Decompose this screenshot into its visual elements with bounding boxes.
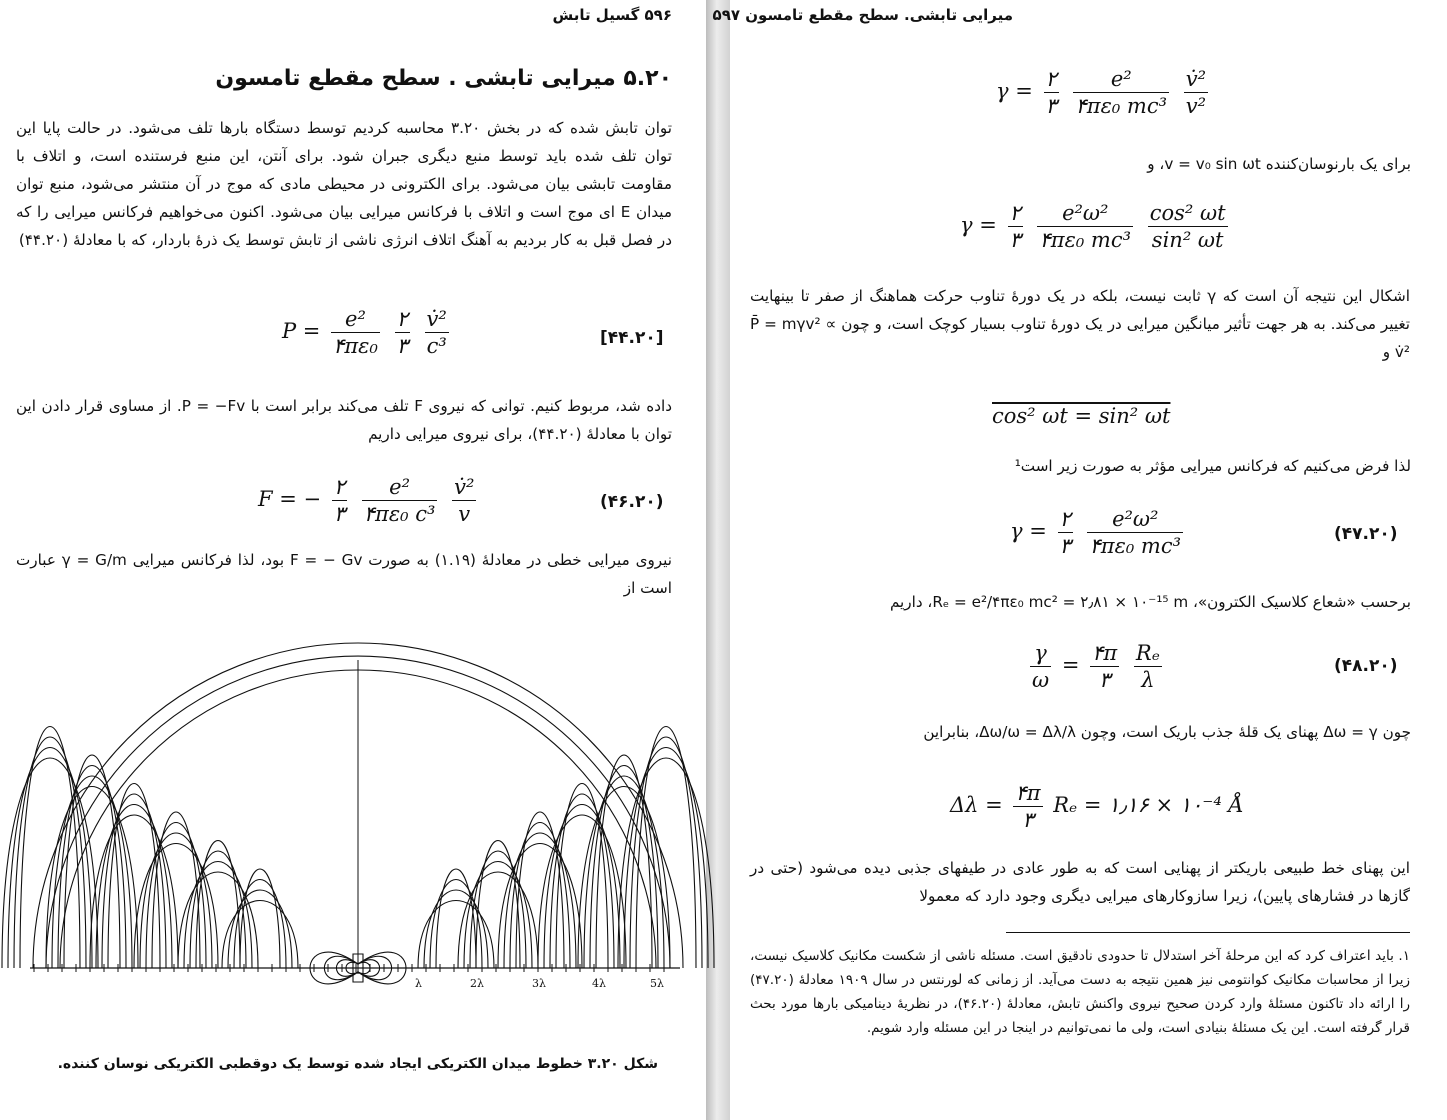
equation-46-number: (۴۶.۲۰) <box>600 492 664 512</box>
equation-gamma-2: γ = $\frac{۲}{۳}$ $\frac{\text{e²ω²}}{\text{۴πε₀ mc³}}$ $\frac{\text{cos² ωt}}{\text{sin² ωt}}$ <box>960 201 1226 252</box>
axis-label-1: λ <box>415 977 422 990</box>
field-lobe <box>516 812 564 968</box>
field-lobe <box>222 901 298 969</box>
section-title: ۵.۲۰ میرایی تابشی . سطح مقطع تامسون <box>215 66 672 91</box>
figure-caption: شکل ۳.۲۰ خطوط میدان الکتریکی ایجاد شده توسط یک دوقطبی الکتریکی نوسان کننده. <box>57 1056 658 1072</box>
field-lobe <box>630 737 702 968</box>
footnote: ۱. باید اعتراف کرد که این مرحلهٔ آخر استدلال تا حدودی نادقیق است. مسئله ناشی از شکست مکانیک کلاسیک نیست، زیرا از محاسبات مکانیک کوانتومی نیز همین نتیجه به دست می‌آید. از زمانی که لورنتس در سال ۱۹۰۹ معادلهٔ (۴۷.۲۰) را ارائه داد تاکنون مسئلهٔ وارد کردن صحیح نیروی واکنش تابش، معادلهٔ (۴۶.۲۰)، در نظریهٔ دینامیکی بارها مورد بحث قرار گرفته است. این یک مسئلهٔ بنیادی است، ولی ما نمی‌توانیم در اینجا در این مسئله وارد شویم. <box>750 948 1411 1036</box>
equation-47: γ = $\frac{۲}{۳}$ $\frac{\text{e²ω²}}{\text{۴πε₀ mc³}}$ <box>1010 507 1182 558</box>
page-gutter <box>706 0 730 1120</box>
field-lobe <box>550 794 614 968</box>
equation-delta-lambda: Δλ = $\frac{۴\pi}{۳}$ Rₑ = ۱٫۱۶ × ۱۰⁻⁴ Å <box>950 781 1244 832</box>
electron-radius-line: برحسب «شعاع کلاسیک الکترون»، Rₑ = e²/۴πε₀ mc² = ۲٫۸۱ × ۱۰⁻¹⁵ m، داریم <box>889 593 1411 611</box>
axis-label-5: 5λ <box>650 977 664 990</box>
field-lobe <box>14 737 86 968</box>
equation-48-number: (۴۸.۲۰) <box>1334 656 1398 676</box>
equation-47-number: (۴۷.۲۰) <box>1334 524 1398 544</box>
field-lobe <box>636 727 696 969</box>
equation-46: F = − $\frac{۲}{۳}$ $\frac{\text{e²}}{\text{۴πε₀ c³}}$ $\frac{\text{v̇²}}{v}$ <box>258 475 475 526</box>
field-lobe <box>510 823 570 969</box>
equation-44: P = $\frac{\text{e²}}{\text{۴πε₀}}$ $\frac{۲}{۳}$ $\frac{\text{v̇²}}{\text{c³}}$ <box>282 307 447 358</box>
paragraph-1: توان تابش شده که در بخش ۳.۲۰ محاسبه کردیم توسط دستگاه بارها تلف می‌شود. در حالت پایا این توان تلف شده باید توسط منبع دیگری جبران شود. برای آنتن، این منبع فرستنده است، و اتلاف با مقاومت تابشی بیان می‌شود. برای الکترونی در محیطی مادی که موج در آن منتشر می‌شود، منبع توان میدان E ای موج است و اتلاف با فرکانس میرایی بیان می‌شود. اکنون می‌خواهیم فرکانس میرایی را که در فصل قبل به کار بردیم به آهنگ اتلاف انرژی ناشی از تابش توسط یک ذرهٔ باردار، که با معادلهٔ (۴۴.۲۰) <box>16 119 673 249</box>
right-running-header: میرایی تابشی. سطح مقطع تامسون ۵۹۷ <box>712 6 1013 24</box>
field-lobe <box>504 833 576 968</box>
equation-44-number: [۴۴.۲۰] <box>600 328 664 348</box>
field-lobe <box>102 794 166 968</box>
equation-gamma-1: γ = $\frac{۲}{۳}$ $\frac{\text{e²}}{\text{۴πε₀ mc³}}$ $\frac{\text{v̇²}}{\text{v²}}$ <box>996 67 1207 118</box>
paragraph-2: داده شد، مربوط کنیم. توانی که نیروی F تلف می‌کند برابر است با P = −Fv. از مساوی قرار دادن این توان با معادلهٔ (۴۴.۲۰)، برای نیروی میرایی داریم <box>16 397 672 443</box>
field-lobe <box>20 727 80 969</box>
left-page <box>0 0 706 1120</box>
assumption-line: لذا فرض می‌کنیم که فرکانس میرایی مؤثر به صورت زیر است¹ <box>1014 457 1411 475</box>
dipole-field-figure <box>20 640 690 1000</box>
left-running-header: ۵۹۶ گسیل تابش <box>552 6 672 24</box>
field-lobe <box>140 833 212 968</box>
field-lobe <box>152 812 200 968</box>
equation-48: $\frac{\gamma}{\omega}$ = $\frac{۴\pi}{۳}$ $\frac{\text{Rₑ}}{\lambda}$ <box>1032 641 1160 692</box>
axis-label-3: 3λ <box>532 977 546 990</box>
footnote-rule <box>1006 932 1410 933</box>
axis-label-2: 2λ <box>470 977 484 990</box>
axis-label-4: 4λ <box>592 977 606 990</box>
linewidth-line: چون Δω = γ پهنای یک قلهٔ جذب باریک است، وچون Δω/ω = Δλ/λ، بنابراین <box>923 723 1411 741</box>
paragraph-4: اشکال این نتیجه آن است که γ ثابت نیست، بلکه در یک دورهٔ تناوب حرکت هماهنگ از صفر تا بینهایت تغییر می‌کند. به هر جهت تأثیر میانگین میرایی در یک دورهٔ تناوب بسیار کوچک است، و چون P̄ = mγv² ∝ v̇² و <box>750 287 1411 361</box>
equation-average: cos² ωt = sin² ωt <box>992 404 1171 428</box>
oscillator-line: برای یک بارنوسان‌کننده v = v₀ sin ωt، و <box>1147 155 1411 173</box>
right-page <box>712 0 1447 1120</box>
field-lobe <box>418 901 494 969</box>
paragraph-3: نیروی میرایی خطی در معادلهٔ (۱.۱۹) به صورت F = − Gv بود، لذا فرکانس میرایی γ = G/m عبارت است از <box>16 551 672 597</box>
paragraph-5: این پهنای خط طبیعی باریکتر از پهنایی است که به طور عادی در طیفهای جذبی دیده می‌شود (حتی در گازها در فشارهای پایین)، زیرا سازوکارهای میرایی دیگری وجود دارد که معمولا <box>750 859 1410 905</box>
field-lobe <box>146 823 206 969</box>
